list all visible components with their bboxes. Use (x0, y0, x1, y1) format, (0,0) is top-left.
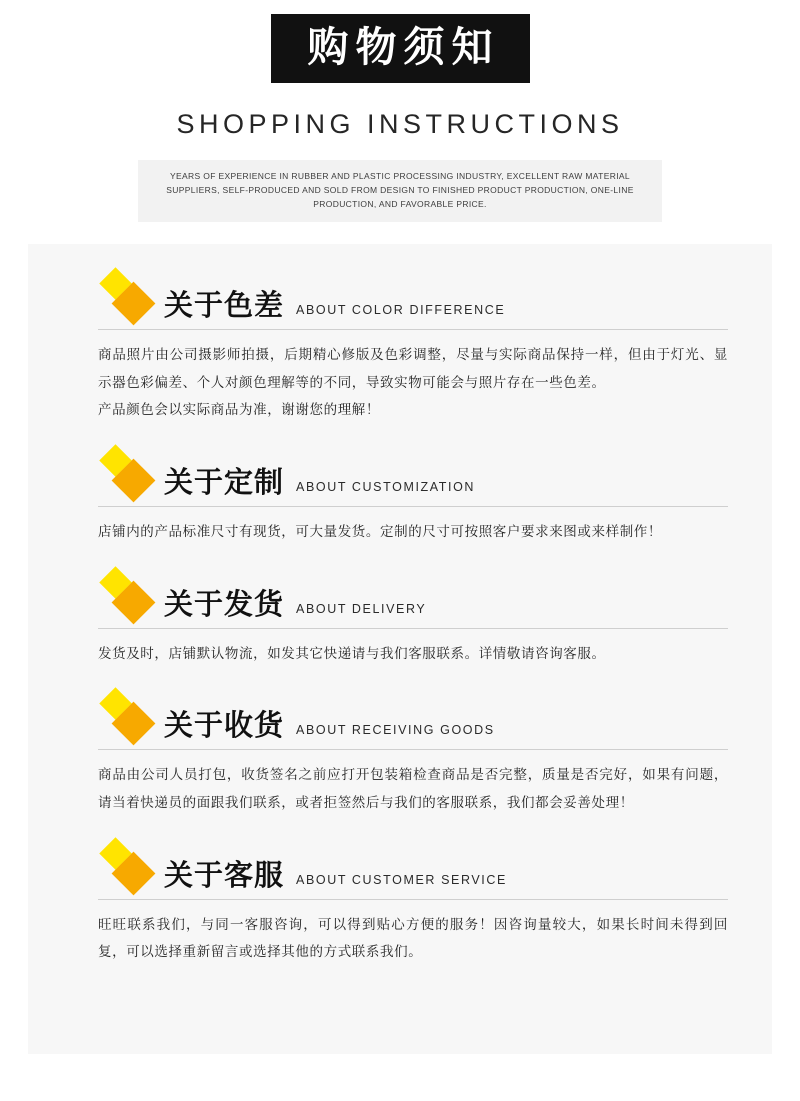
section-delivery (28, 573, 772, 669)
body-line: 商品照片由公司摄影师拍摄，后期精心修版及色彩调整，尽量与实际商品保持一样，但由于灯光、显示器色彩偏差、个人对颜色理解等的不同，导致实物可能会与照片存在一些色差。 (98, 347, 728, 391)
section-heading (98, 451, 728, 500)
diamond-marker-icon (98, 569, 160, 627)
diamond-marker-icon (98, 270, 160, 328)
section-body (98, 912, 728, 967)
section-title-en: ABOUT RECEIVING GOODS (296, 723, 495, 738)
section-title-en: ABOUT CUSTOMIZATION (296, 480, 476, 495)
diamond-marker-icon (98, 840, 160, 898)
section-divider (98, 329, 728, 330)
section-title-cn: 关于客服 (164, 857, 285, 892)
section-title-en: ABOUT DELIVERY (296, 601, 427, 616)
section-divider (98, 628, 728, 629)
company-description: YEARS OF EXPERIENCE IN RUBBER AND PLASTIC PROCESSING INDUSTRY, EXCELLENT RAW MATERIAL SUPPLIERS, SELF-PRODUCED AND SOLD FROM DESIGN TO FINISHED PRODUCT PRODUCTION, ONE-LINE PRODUCTION, AND FAVORABLE PRICE. (166, 171, 634, 210)
section-heading (98, 274, 728, 323)
body-line: 商品由公司人员打包，收货签名之前应打开包装箱检查商品是否完整，质量是否完好，如果有问题，请当着快递员的面跟我们联系，或者拒签然后与我们的客服联系，我们都会妥善处理！ (98, 767, 728, 812)
diamond-marker-icon (98, 690, 160, 748)
section-title-en: ABOUT COLOR DIFFERENCE (296, 303, 506, 318)
body-line: 产品颜色会以实际商品为准，谢谢您的理解！ (98, 402, 380, 419)
page-header (0, 0, 800, 222)
section-title-cn: 关于定制 (164, 465, 285, 500)
section-title-cn: 关于发货 (164, 586, 285, 621)
section-customer-service (28, 844, 772, 967)
company-description-band (138, 160, 662, 222)
instructions-panel (28, 244, 772, 1054)
section-divider (98, 506, 728, 507)
section-heading (98, 844, 728, 890)
section-divider (98, 899, 728, 900)
diamond-marker-icon (98, 447, 160, 505)
page-subtitle: SHOPPING INSTRUCTIONS (176, 109, 624, 139)
section-body (98, 762, 728, 817)
body-line: 旺旺联系我们，与同一客服咨询，可以得到贴心方便的服务！因咨询量较大，如果长时间未得到回复，可以选择重新留言或选择其他的方式联系我们。 (98, 916, 728, 961)
body-line: 店铺内的产品标准尺寸有现货，可大量发货。定制的尺寸可按照客户要求来图或来样制作！ (98, 524, 662, 541)
section-receiving-goods (28, 694, 772, 817)
section-customization (28, 451, 772, 547)
section-heading (98, 694, 728, 743)
section-title-en: ABOUT CUSTOMER SERVICE (296, 872, 507, 887)
section-divider (98, 749, 728, 750)
section-title-cn: 关于收货 (164, 708, 285, 743)
section-heading (98, 573, 728, 619)
body-line: 发货及时，店铺默认物流，如发其它快递请与我们客服联系。详情敬请咨询客服。 (98, 645, 606, 662)
section-body (98, 519, 728, 547)
section-body (98, 342, 728, 425)
section-title-cn: 关于色差 (164, 288, 285, 323)
page-title: 购物须知 (271, 14, 530, 83)
section-body (98, 641, 728, 669)
section-color-difference (28, 274, 772, 425)
